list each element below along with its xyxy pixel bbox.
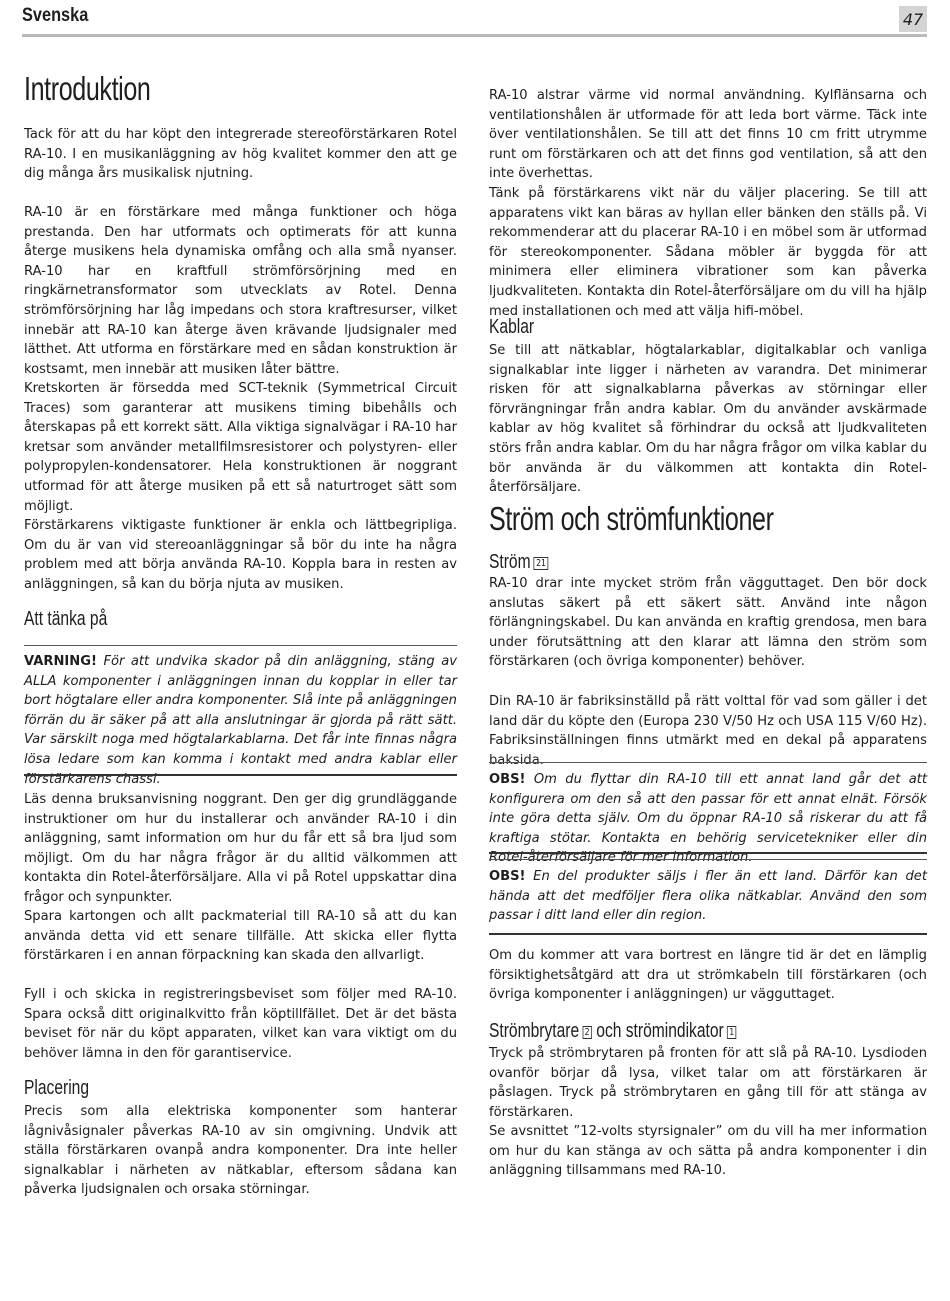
paragraph-strom: RA-10 drar inte mycket ström från vägguttaget. Den bör dock anslutas säkert på ett säkert sätt. Använd inte någon förlängningskabel. Du kan använda en kraftig grendosa, men bara under förutsättning att den klarar att lämna den ström som förstärkaren (och övriga komponenter) behöver. [489, 576, 927, 670]
paragraph-12v: Se avsnittet ”12-volts styrsignaler” om du vill ha mer information om hur du kan stänga av och sätta på andra komponenter i din anläggning tillsammans med RA-10. [489, 1124, 927, 1179]
heading-strombrytare [489, 1019, 737, 1043]
obs-note-2 [489, 867, 927, 926]
paragraph-kablar: Se till att nätkablar, högtalarkablar, digitalkablar och vanliga signalkablar inte ligger i närheten av varandra. Det minimerar risken för att signalkablarna påverkas av störningar eller förvrängningar från andra kablar. Om du använder avskärmade kablar av hög kvalitet så förhindrar du också att ljudkvaliteten störs från andra kablar. Om du har några frågor om vilka kablar du bör använda är du välkommen att kontakta din Rotel-återförsäljare. [489, 343, 927, 496]
heading-kablar: Kablar [489, 316, 535, 338]
obs-label: OBS! [489, 772, 526, 787]
divider [489, 762, 927, 763]
divider [489, 933, 927, 935]
page-title: Introduktion [24, 70, 151, 107]
heading-stromindikator-label: och strömindikator [596, 1020, 724, 1042]
divider [24, 774, 457, 776]
language-label: Svenska [22, 5, 89, 26]
divider [24, 645, 457, 646]
heading-strombrytare-label: Strömbrytare [489, 1020, 580, 1042]
key-2-icon: 2 [582, 1026, 592, 1039]
warning-text: För att undvika skador på din anläggning, stäng av ALLA komponenter i anläggningen innan du kopplar in eller tar bort högtalare eller andra komponenter. Slå inte på anläggningen förrän du är säker på att alla anslutningar är gjorda på rätt sätt. Var särskilt noga med högtalarkablarna. Det får inte finnas några lösa ledare som kan komma i kontakt med andra kablar eller förstärkarens chassi. [24, 654, 457, 787]
paragraph-strombrytare: Tryck på strömbrytaren på fronten för att slå på RA-10. Lysdioden ovanför börjar då lysa, vilket talar om att förstärkaren är påslagen. Tryck på strömbrytaren en gång till för att stänga av förstärkaren. [489, 1046, 927, 1120]
obs-text-2: En del produkter säljs i fler än ett land. Därför kan det hända att det medföljer flera olika nätkablar. Använd den som passar i ditt land eller din region. [489, 869, 927, 924]
paragraph-volttal: Din RA-10 är fabriksinställd på rätt volttal för vad som gäller i det land där du köpte den (Europa 230 V/50 Hz och USA 115 V/60 Hz). Fabriksinställningen finns utmärkt med en dekal på apparatens baksida. [489, 694, 927, 768]
intro-paragraph-2: RA-10 är en förstärkare med många funktioner och höga prestanda. Den har utformats och optimerats för att kunna återge musikens hela dynamiska omfång och alla små nyanser. RA-10 har en kraftfull strömförsörjning med en ringkärnetransformator som utvecklats av Rotel. Denna strömförsörjning har låg impedans och stora kraftresurser, vilket innebär att RA-10 kan återge även krävande ljudsignaler med lätthet. Att utforma en förstärkare med en sådan konstruktion är kostsamt, men innebär att musiken låter bättre. [24, 205, 457, 377]
section-title-strom: Ström och strömfunktioner [489, 500, 774, 537]
paragraph-placering: Precis som alla elektriska komponenter som hanterar lågnivåsignaler påverkas RA-10 av sin omgivning. Undvik att ställa förstärkaren ovanpå andra komponenter. Dra inte heller signalkablar i närheten av nätkablar, eftersom sådana kan påverka ljudsignalen och orsaka störningar. [24, 1104, 457, 1198]
intro-paragraph-3: Kretskorten är försedda med SCT-teknik (Symmetrical Circuit Traces) som garanterar att musikens timing bibehålls och återskapas på ett korrekt sätt. Alla viktiga signalvägar i RA-10 har kretsar som använder metallfilmsresistorer och polystyren- eller polypropylen-kondensatorer. Hela konstruktionen är noggrant utformad för att återge musiken på ett så naturtroget sätt som möjligt. [24, 381, 457, 514]
key-21-icon: 21 [534, 557, 549, 570]
divider [489, 859, 927, 860]
paragraph-packaging: Spara kartongen och allt packmaterial till RA-10 så att du kan använda detta vid ett senare tillfälle. Att skicka eller flytta förstärkaren i en annan förpackning kan skada den allvarligt. [24, 909, 457, 964]
heading-placering: Placering [24, 1077, 90, 1099]
paragraph-manual: Läs denna bruksanvisning noggrant. Den ger dig grundläggande instruktioner om hur du installerar och använder RA-10 i din anläggning, samt information om hur du får ett så bra ljud som möjligt. Om du har några frågor är du alltid välkommen att kontakta din Rotel-återförsäljare. Alla vi på Rotel uppskattar dina frågor och synpunkter. [24, 792, 457, 905]
paragraph-travel: Om du kommer att vara bortrest en längre tid är det en lämplig försiktighetsåtgärd att dra ut strömkabeln till förstärkaren (och övriga komponenter i anläggningen) ur vägguttaget. [489, 948, 927, 1003]
warning-label: VARNING! [24, 654, 97, 669]
divider [489, 852, 927, 854]
key-1-icon: 1 [727, 1026, 737, 1039]
warning-box [24, 652, 457, 789]
paragraph-registration: Fyll i och skicka in registreringsbeviset som följer med RA-10. Spara också ditt originalkvitto från köptillfället. Det är det bästa beviset för när du köpt apparaten, vilket kan vara viktigt om du behöver lämna in den för garantiservice. [24, 987, 457, 1061]
obs-label: OBS! [489, 869, 526, 884]
heading-strom [489, 550, 548, 574]
obs-text-1: Om du flyttar din RA-10 till ett annat land går det att konfigurera om den så att den passar för ett annat elnät. Försök inte göra detta själv. Om du öppnar RA-10 så riskerar du att få kraftiga stötar. Kontakta en behörig servicetekniker eller din Rotel-återförsäljare för mer information. [489, 772, 927, 866]
paragraph-weight: Tänk på förstärkarens vikt när du väljer placering. Se till att apparatens vikt kan bäras av hyllan eller bänken den ställs på. Vi rekommenderar att du placerar RA-10 i en möbel som är utformad för stereokomponenter. Sådana möbler är byggda för att minimera eller eliminera vibrationer som kan påverka ljudkvaliteten. Kontakta din Rotel-återförsäljare om du vill ha hjälp med installationen och med att välja hifi-möbel. [489, 186, 927, 319]
page-number: 47 [899, 6, 927, 32]
intro-paragraph-4: Förstärkarens viktigaste funktioner är enkla och lättbegripliga. Om du är van vid stereoanläggningar så bör du inte ha några problem med att börja använda RA-10. Koppla bara in resten av anläggningen, så kan du börja njuta av musiken. [24, 518, 457, 592]
heading-strom-label: Ström [489, 551, 531, 573]
page-header [22, 0, 927, 37]
heading-att-tanka-pa: Att tänka på [24, 608, 108, 630]
intro-paragraph-1: Tack för att du har köpt den integrerade stereoförstärkaren Rotel RA-10. I en musikanläggning av hög kvalitet kommer den att ge dig många års musikalisk njutning. [24, 127, 457, 182]
paragraph-heat: RA-10 alstrar värme vid normal användning. Kylflänsarna och ventilationshålen är utformade för att leda bort värme. Täck inte över ventilationshålen. Se till att det finns 10 cm fritt utrymme runt om förstärkaren och att det finns god ventilation, så att den inte överhettas. [489, 88, 927, 182]
